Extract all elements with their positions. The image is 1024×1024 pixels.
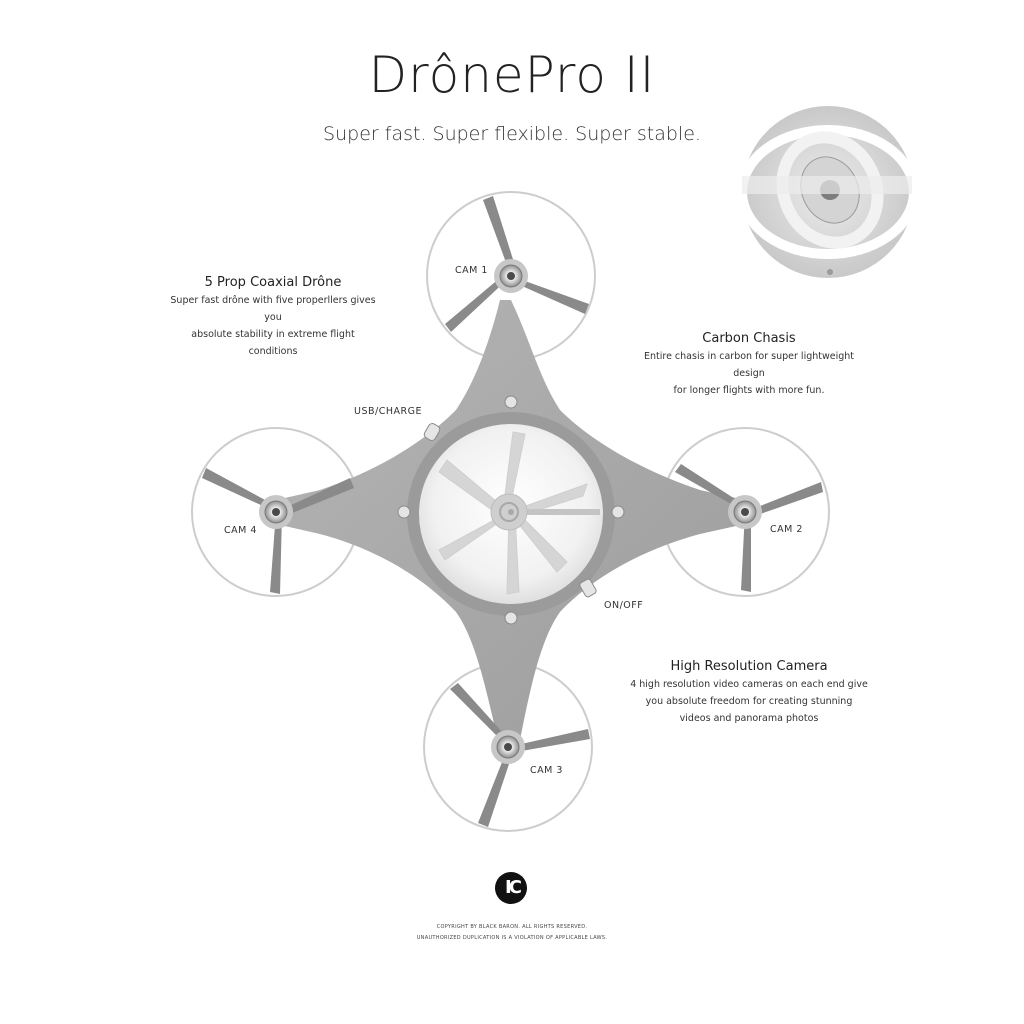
feature-coaxial-desc-1: Super fast drône with five properllers gives you — [170, 295, 376, 323]
feature-camera — [630, 659, 868, 727]
camera-icon-cam1 — [494, 259, 528, 293]
feature-coaxial-desc-2: absolute stability in extreme flight conditions — [191, 329, 355, 357]
feature-camera-title: High Resolution Camera — [670, 659, 828, 674]
feature-coaxial — [170, 275, 376, 360]
gimbal-detail-inset — [742, 106, 914, 278]
camera-icon-cam4 — [259, 495, 293, 529]
logo-mark: IC — [505, 877, 519, 898]
feature-chasis-title: Carbon Chasis — [702, 331, 796, 346]
callout-cam4: CAM 4 — [224, 525, 257, 536]
feature-camera-desc-2: you absolute freedom for creating stunning — [645, 696, 853, 707]
page-title: DrônePro II — [368, 46, 656, 104]
feature-chasis-desc-1: Entire chasis in carbon for super lightweight design — [643, 351, 855, 379]
copyright-line-1: COPYRIGHT BY BLACK BARON. ALL RIGHTS RESERVED. — [436, 924, 588, 930]
feature-chasis — [628, 331, 870, 399]
callout-onoff: ON/OFF — [604, 600, 644, 611]
camera-icon-cam2 — [728, 495, 762, 529]
feature-coaxial-title: 5 Prop Coaxial Drône — [204, 275, 342, 290]
callout-cam3: CAM 3 — [530, 765, 563, 776]
page-subtitle: Super fast. Super flexible. Super stable. — [323, 123, 701, 145]
copyright-line-2: UNAUTHORIZED DUPLICATION IS A VIOLATION OF APPLICABLE LAWS. — [416, 935, 608, 941]
callout-cam1: CAM 1 — [455, 265, 488, 276]
camera-icon-cam3 — [491, 730, 525, 764]
copyright — [0, 922, 1024, 944]
feature-chasis-desc-2: for longer flights with more fun. — [673, 385, 825, 396]
feature-camera-desc-1: 4 high resolution video cameras on each end give — [630, 679, 868, 690]
callout-cam2: CAM 2 — [770, 524, 803, 535]
callout-usb: USB/CHARGE — [354, 406, 422, 417]
feature-camera-desc-3: videos and panorama photos — [679, 713, 819, 724]
